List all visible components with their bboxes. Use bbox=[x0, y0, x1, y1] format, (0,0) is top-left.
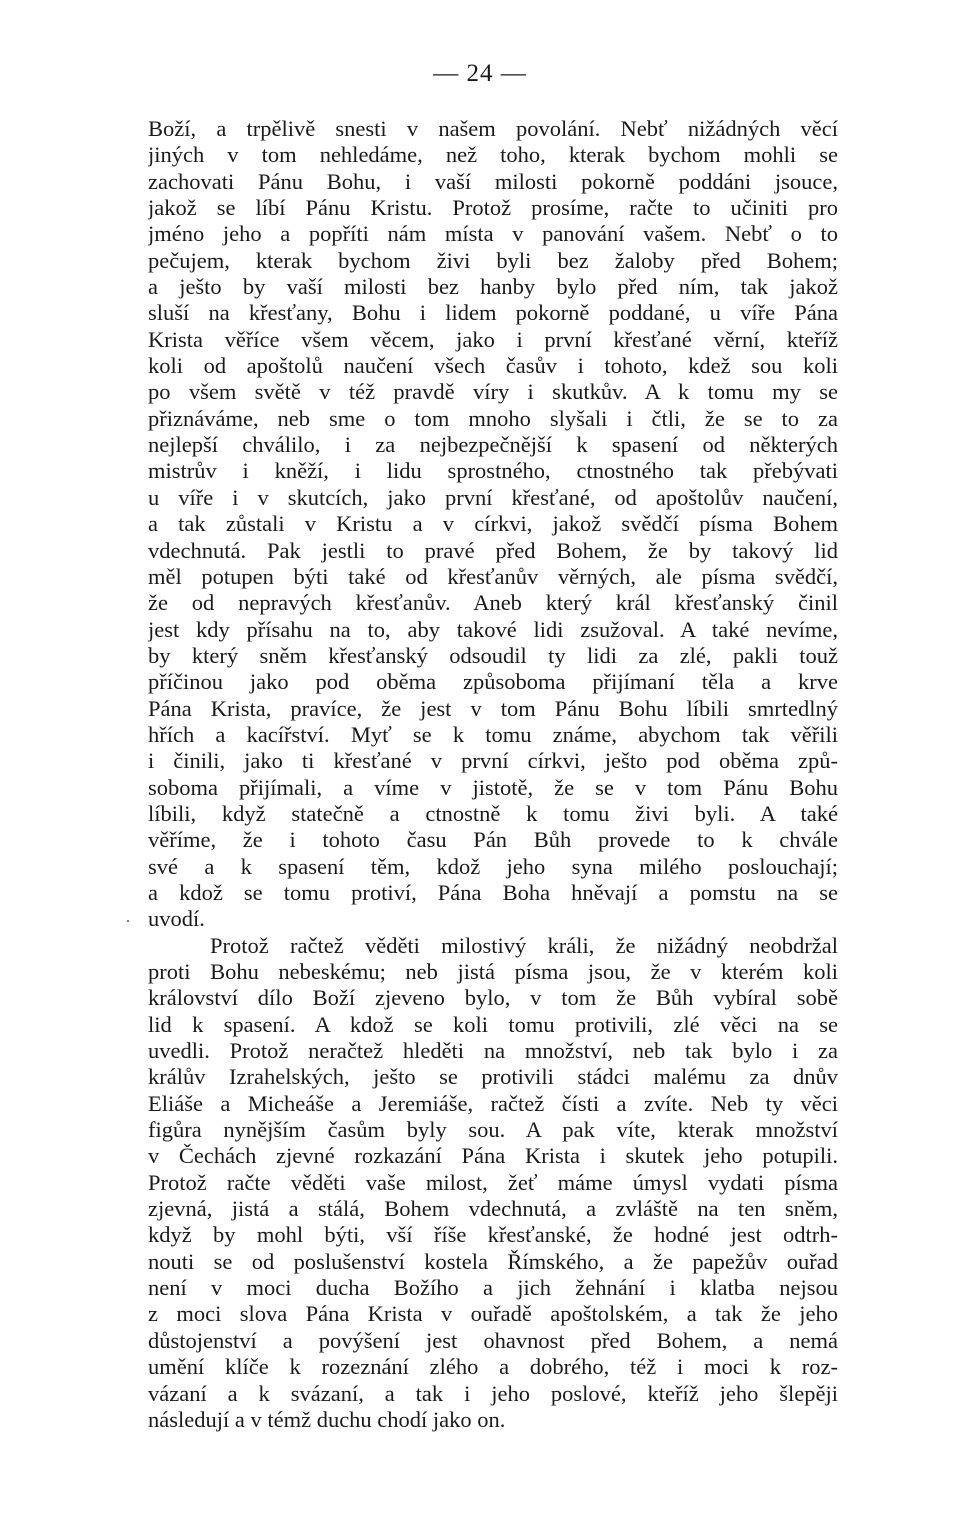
text-line: po všem světě v též pravdě víry i skutkův. A k tomu my se bbox=[148, 379, 838, 405]
text-line: vdechnutá. Pak jestli to pravé před Bohem, že by takový lid bbox=[148, 537, 838, 563]
print-speck bbox=[127, 920, 129, 922]
text-line: pečujem, kterak bychom živi byli bez žaloby před Bohem; bbox=[148, 247, 838, 273]
text-line: lid k spasení. A kdož se koli tomu protivili, zlé věci na se bbox=[148, 1011, 838, 1037]
text-line: království dílo Boží zjeveno bylo, v tom že Bůh vybíral sobě bbox=[148, 985, 838, 1011]
text-line: králův Izrahelských, ješto se protivili stádci malému za dnův bbox=[148, 1064, 838, 1090]
text-line: důstojenství a povýšení jest ohavnost před Bohem, a nemá bbox=[148, 1327, 838, 1353]
text-line: Pána Krista, pravíce, že jest v tom Pánu Bohu líbili smrtedlný bbox=[148, 695, 838, 721]
text-line: hřích a kacířství. Myť se k tomu známe, abychom tak věřili bbox=[148, 721, 838, 747]
text-line: jakož se líbí Pánu Kristu. Protož prosíme, račte to učiniti pro bbox=[148, 195, 838, 221]
text-line: jiných v tom nehledáme, než toho, kterak bychom mohli se bbox=[148, 142, 838, 168]
text-line: Krista věříce všem věcem, jako i první křesťané věrní, kteříž bbox=[148, 326, 838, 352]
text-line: přiznáváme, neb sme o tom mnoho slyšali i čtli, že se to za bbox=[148, 405, 838, 431]
text-line: sluší na křesťany, Bohu i lidem pokorně poddané, u víře Pána bbox=[148, 300, 838, 326]
text-line: když by mohl býti, vší říše křesťanské, že hodné jest odtrh- bbox=[148, 1222, 838, 1248]
text-line: jméno jeho a popříti nám místa v panování vašem. Nebť o to bbox=[148, 221, 838, 247]
text-line: umění klíče k rozeznání zlého a dobrého, též i moci k roz- bbox=[148, 1354, 838, 1380]
text-line: Protož račte věděti vaše milost, žeť máme úmysl vydati písma bbox=[148, 1169, 838, 1195]
text-line: a kdož se tomu protiví, Pána Boha hněvají a pomstu na se bbox=[148, 879, 838, 905]
text-line: zachovati Pánu Bohu, i vaší milosti pokorně poddáni jsouce, bbox=[148, 168, 838, 194]
text-line: z moci slova Pána Krista v ouřadě apoštolském, a tak že jeho bbox=[148, 1301, 838, 1327]
text-line: soboma přijímali, a víme v jistotě, že se v tom Pánu Bohu bbox=[148, 774, 838, 800]
text-line: příčinou jako pod oběma způsoboma přijímaní těla a krve bbox=[148, 669, 838, 695]
text-line: i činili, jako ti křesťané v první církvi, ješto pod oběma způ- bbox=[148, 748, 838, 774]
text-line: zjevná, jistá a stálá, Bohem vdechnutá, a zvláště na ten sněm, bbox=[148, 1196, 838, 1222]
text-line: že od nepravých křesťanův. Aneb který král křesťanský činil bbox=[148, 590, 838, 616]
text-line: uvedli. Protož neračtež hleděti na množství, neb tak bylo i za bbox=[148, 1038, 838, 1064]
text-line: své a k spasení těm, kdož jeho syna milého poslouchají; bbox=[148, 853, 838, 879]
page-number: — 24 — bbox=[433, 60, 527, 87]
text-line: figůra nynějším časům byly sou. A pak víte, kterak množství bbox=[148, 1117, 838, 1143]
text-line: Boží, a trpělivě snesti v našem povolání. Nebť nižádných věcí bbox=[148, 116, 838, 141]
text-line: vázaní a k svázaní, a tak i jeho poslové, kteříž jeho šlepěji bbox=[148, 1380, 838, 1406]
text-line: jest kdy přísahu na to, aby takové lidi zsužoval. A také nevíme, bbox=[148, 616, 838, 642]
text-body bbox=[148, 116, 838, 1433]
text-line: Eliáše a Micheáše a Jeremiáše, račtež čísti a zvíte. Neb ty věci bbox=[148, 1090, 838, 1116]
text-line: nejlepší chválilo, i za nejbezpečnější k spasení od některých bbox=[148, 432, 838, 458]
text-line: nouti se od poslušenství kostela Římského, a že papežův ouřad bbox=[148, 1248, 838, 1274]
text-line: měl potupen býti také od křesťanův věrných, ale písma svědčí, bbox=[148, 563, 838, 589]
text-line: koli od apoštolů naučení všech časův i tohoto, kdež sou koli bbox=[148, 353, 838, 379]
text-line: líbili, když statečně a ctnostně k tomu živi byli. A také bbox=[148, 800, 838, 826]
paragraph bbox=[148, 933, 838, 1434]
text-line: u víře i v skutcích, jako první křesťané, od apoštolův naučení, bbox=[148, 484, 838, 510]
text-line: v Čechách zjevné rozkazání Pána Krista i skutek jeho potupili. bbox=[148, 1143, 838, 1169]
text-line: následují a v témž duchu chodí jako on. bbox=[148, 1406, 506, 1432]
text-line: a tak zůstali v Kristu a v církvi, jakož svědčí písma Bohem bbox=[148, 511, 838, 537]
text-line: mistrův i kněží, i lidu sprostného, ctnostného tak přebývati bbox=[148, 458, 838, 484]
text-line: proti Bohu nebeskému; neb jistá písma jsou, že v kterém koli bbox=[148, 959, 838, 984]
text-line: a ješto by vaší milosti bez hanby bylo před ním, tak jakož bbox=[148, 274, 838, 300]
text-line: věříme, že i tohoto času Pán Bůh provede to k chvále bbox=[148, 827, 838, 853]
paragraph bbox=[148, 116, 838, 933]
text-line: uvodí. bbox=[148, 906, 205, 932]
text-line: Protož račtež věděti milostivý králi, že nižádný neobdržal bbox=[210, 932, 838, 958]
text-line: by který sněm křesťanský odsoudil ty lidi za zlé, pakli touž bbox=[148, 642, 838, 668]
text-line: není v moci ducha Božího a jich žehnání i klatba nejsou bbox=[148, 1275, 838, 1301]
